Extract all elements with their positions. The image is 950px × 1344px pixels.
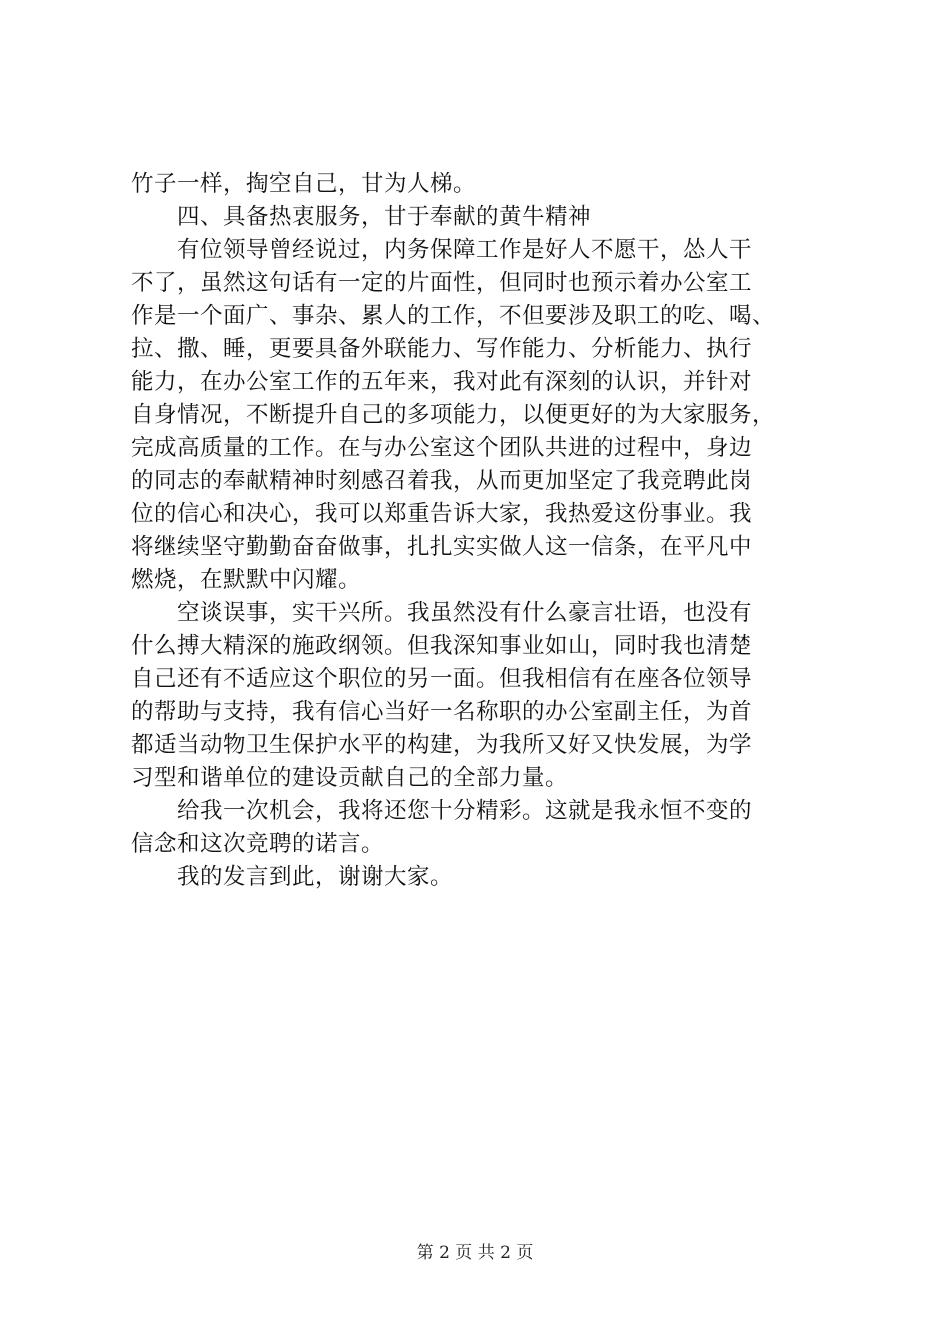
section-heading: 四、具备热衷服务，甘于奉献的黄牛精神 bbox=[177, 204, 592, 230]
text-line: 燃烧，在默默中闪耀。 bbox=[131, 567, 362, 593]
text-line: 给我一次机会，我将还您十分精彩。这就是我永恒不变的 bbox=[177, 798, 753, 824]
text-line: 作是一个面广、事杂、累人的工作，不但要涉及职工的吃、喝、 bbox=[131, 303, 776, 329]
text-line: 的同志的奉献精神时刻感召着我，从而更加坚定了我竞聘此岗 bbox=[131, 468, 753, 494]
text-line: 有位领导曾经说过，内务保障工作是好人不愿干，怂人干 bbox=[177, 237, 753, 263]
text-line: 我的发言到此，谢谢大家。 bbox=[177, 864, 454, 890]
text-line: 空谈误事，实干兴所。我虽然没有什么豪言壮语，也没有 bbox=[177, 600, 753, 626]
text-line: 什么搏大精深的施政纲领。但我深知事业如山，同时我也清楚 bbox=[131, 633, 753, 659]
text-line: 将继续坚守勤勤奋奋做事，扎扎实实做人这一信条，在平凡中 bbox=[131, 534, 753, 560]
text-line: 能力，在办公室工作的五年来，我对此有深刻的认识，并针对 bbox=[131, 369, 753, 395]
text-line: 完成高质量的工作。在与办公室这个团队共进的过程中，身边 bbox=[131, 435, 753, 461]
text-line: 自己还有不适应这个职位的另一面。但我相信有在座各位领导 bbox=[131, 666, 753, 692]
text-line: 位的信心和决心，我可以郑重告诉大家，我热爱这份事业。我 bbox=[131, 501, 753, 527]
text-line: 拉、撒、睡，更要具备外联能力、写作能力、分析能力、执行 bbox=[131, 336, 753, 362]
text-line: 习型和谐单位的建设贡献自己的全部力量。 bbox=[131, 765, 569, 791]
text-line: 信念和这次竞聘的诺言。 bbox=[131, 831, 385, 857]
text-line: 竹子一样，掏空自己，甘为人梯。 bbox=[131, 171, 477, 197]
text-line: 都适当动物卫生保护水平的构建，为我所又好又快发展，为学 bbox=[131, 732, 753, 758]
text-line: 自身情况，不断提升自己的多项能力，以便更好的为大家服务， bbox=[131, 402, 776, 428]
document-body bbox=[131, 168, 831, 894]
page-number-footer: 第 2 页 共 2 页 bbox=[416, 1243, 534, 1263]
text-line: 的帮助与支持，我有信心当好一名称职的办公室副主任，为首 bbox=[131, 699, 753, 725]
text-line: 不了，虽然这句话有一定的片面性，但同时也预示着办公室工 bbox=[131, 270, 753, 296]
